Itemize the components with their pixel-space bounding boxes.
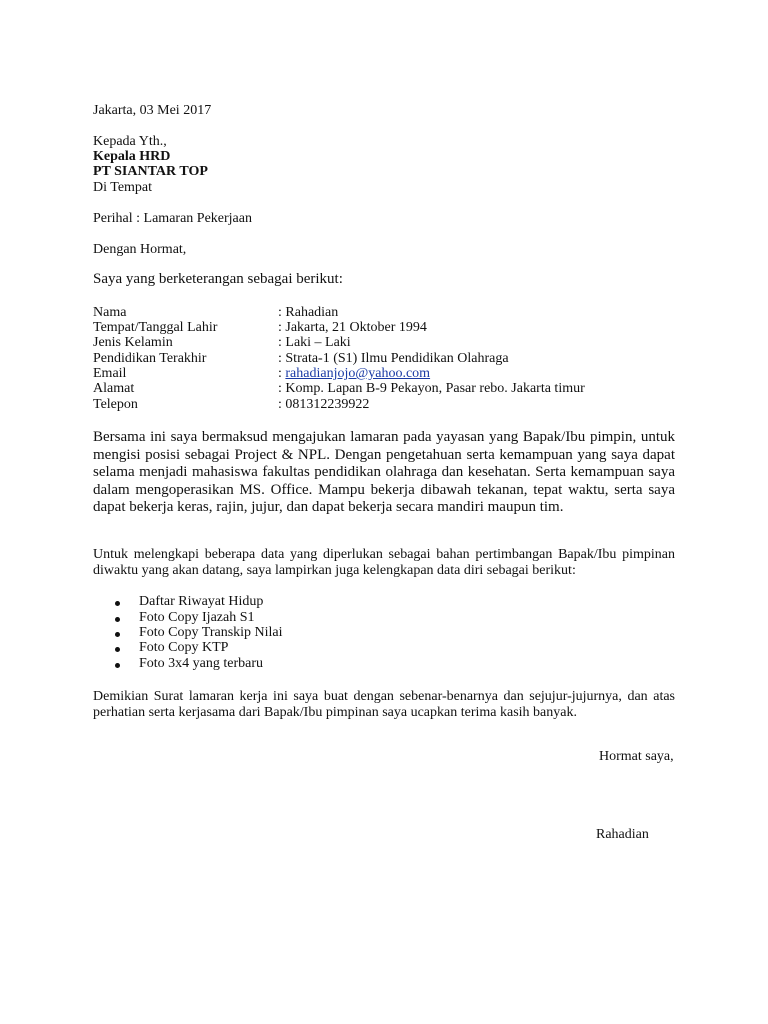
detail-label-address: Alamat <box>93 381 135 396</box>
detail-value-nama: : Rahadian <box>278 305 339 320</box>
attachment-item: Foto Copy Transkip Nilai <box>139 625 283 640</box>
letter-date: Jakarta, 03 Mei 2017 <box>93 103 212 118</box>
detail-value-ttl: : Jakarta, 21 Oktober 1994 <box>278 320 427 335</box>
detail-label-phone: Telepon <box>93 397 138 412</box>
bullet-icon <box>115 663 120 668</box>
attachment-item: Daftar Riwayat Hidup <box>139 594 264 609</box>
detail-value-email <box>278 366 430 382</box>
bullet-icon <box>115 601 120 606</box>
bullet-icon <box>115 632 120 637</box>
attachment-item: Foto Copy KTP <box>139 640 229 655</box>
email-link[interactable]: rahadianjojo@yahoo.com <box>285 366 431 381</box>
detail-value-address: : Komp. Lapan B-9 Pekayon, Pasar rebo. Jakarta timur <box>278 381 585 396</box>
detail-value-education: : Strata-1 (S1) Ilmu Pendidikan Olahraga <box>278 351 509 366</box>
detail-label-gender: Jenis Kelamin <box>93 335 173 350</box>
detail-value-gender: : Laki – Laki <box>278 335 351 350</box>
recipient-salutation: Kepada Yth., <box>93 134 167 149</box>
recipient-place: Di Tempat <box>93 180 153 195</box>
detail-value-phone: : 081312239922 <box>278 397 370 412</box>
detail-email-prefix: : <box>278 366 286 381</box>
body-paragraph-2: Untuk melengkapi beberapa data yang diperlukan sebagai bahan pertimbangan Bapak/Ibu pimpinan diwaktu yang akan datang, saya lampirkan juga kelengkapan data diri sebagai berikut: <box>93 547 675 578</box>
letter-greeting: Dengan Hormat, <box>93 242 187 257</box>
detail-label-ttl: Tempat/Tanggal Lahir <box>93 320 218 335</box>
sign-off: Hormat saya, <box>599 749 674 764</box>
detail-label-education: Pendidikan Terakhir <box>93 351 207 366</box>
attachment-item: Foto 3x4 yang terbaru <box>139 656 264 671</box>
attachment-item: Foto Copy Ijazah S1 <box>139 610 255 625</box>
letter-intro: Saya yang berketerangan sebagai berikut: <box>93 271 343 287</box>
signatory-name: Rahadian <box>596 827 649 842</box>
body-paragraph-1: Bersama ini saya bermaksud mengajukan lamaran pada yayasan yang Bapak/Ibu pimpin, untuk mengisi posisi sebagai Project & NPL. Dengan pengetahuan serta kemampuan yang saya dapat selama menjadi mahasiswa fakultas pendidikan olahraga dan kesehatan. Serta kemampuan saya dalam mengoperasikan MS. Office. Mampu bekerja dibawah tekanan, tepat waktu, serta saya dapat bekerja keras, rajin, jujur, dan dapat bekerja secara mandiri maupun tim. <box>93 429 675 515</box>
letter-subject: Perihal : Lamaran Pekerjaan <box>93 211 252 226</box>
recipient-position: Kepala HRD <box>93 149 171 164</box>
bullet-icon <box>115 617 120 622</box>
bullet-icon <box>115 647 120 652</box>
detail-label-nama: Nama <box>93 305 127 320</box>
recipient-company: PT SIANTAR TOP <box>93 164 208 179</box>
closing-paragraph: Demikian Surat lamaran kerja ini saya buat dengan sebenar-benarnya dan sejujur-jujurnya, dan atas perhatian serta kerjasama dari Bapak/Ibu pimpinan saya ucapkan terima kasih banyak. <box>93 689 675 720</box>
detail-label-email: Email <box>93 366 127 381</box>
